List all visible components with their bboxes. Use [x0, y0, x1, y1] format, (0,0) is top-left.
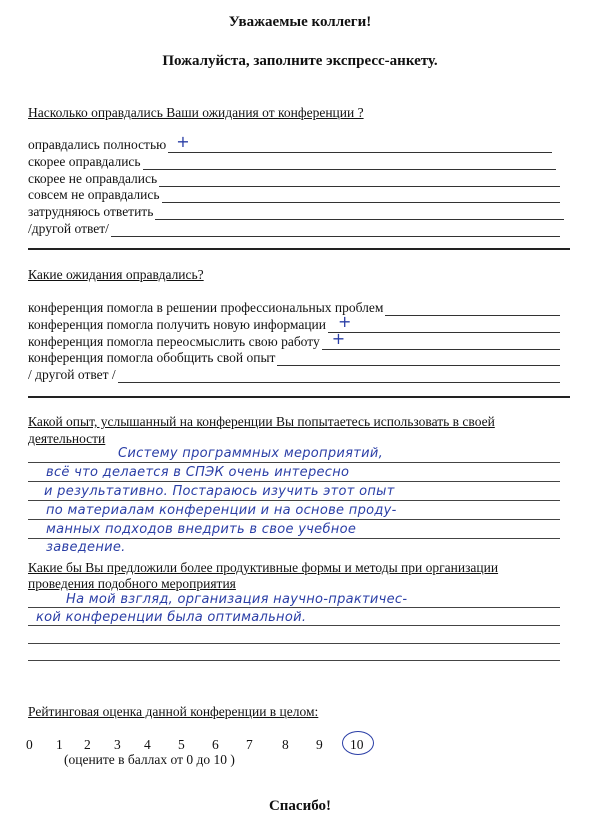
rating-value[interactable]: 5	[178, 737, 185, 752]
q1-question: Насколько оправдались Ваши ожидания от конференции ?	[28, 105, 364, 120]
answer-line[interactable]	[328, 312, 560, 333]
answer-line[interactable]	[168, 132, 552, 153]
answer-line[interactable]	[28, 462, 560, 463]
answer-line[interactable]	[28, 538, 560, 539]
answer-line[interactable]	[143, 157, 556, 170]
q1-option-rather-no[interactable]	[28, 171, 560, 187]
answer-line[interactable]	[155, 207, 564, 220]
answer-line[interactable]	[118, 370, 560, 383]
answer-line[interactable]	[28, 500, 560, 501]
handwritten-answer-line: заведение.	[46, 540, 126, 555]
thanks-text: Спасибо!	[268, 798, 332, 814]
q2-option-label: / другой ответ /	[28, 367, 116, 382]
q1-option-hard-to-say[interactable]	[28, 204, 564, 220]
rating-value[interactable]: 2	[84, 737, 91, 752]
q1-option-label: скорее не оправдались	[28, 171, 158, 186]
q2-option-generalize[interactable]	[28, 350, 560, 366]
q1-option-not-at-all[interactable]	[28, 187, 560, 203]
answer-line[interactable]	[28, 643, 560, 644]
q2-option-label: конференция помогла в решении профессиональных проблем	[28, 300, 384, 315]
answer-line[interactable]	[28, 519, 560, 520]
q1-option-fully[interactable]	[28, 132, 552, 153]
rating-value[interactable]: 0	[26, 737, 33, 752]
answer-line[interactable]	[162, 190, 560, 203]
q1-option-label: оправдались полностью	[28, 137, 167, 152]
answer-line[interactable]	[28, 660, 560, 661]
selected-rating-circle	[342, 731, 374, 755]
answer-line[interactable]	[277, 353, 560, 366]
answer-line[interactable]	[322, 329, 560, 350]
q2-option-label: конференция помогла обобщить свой опыт	[28, 350, 276, 365]
rating-value[interactable]: 3	[114, 737, 121, 752]
answer-line[interactable]	[28, 625, 560, 626]
q1-option-label: затрудняюсь ответить	[28, 204, 154, 219]
q2-question: Какие ожидания оправдались?	[28, 267, 204, 282]
answer-line[interactable]	[385, 303, 560, 316]
plus-mark: +	[176, 132, 190, 151]
rating-value[interactable]: 1	[56, 737, 63, 752]
q3-question-line1: Какой опыт, услышанный на конференции Вы попытаетесь использовать в своей	[28, 414, 495, 429]
q2-option-other[interactable]	[28, 367, 560, 383]
handwritten-answer-line: и результативно. Постараюсь изучить этот опыт	[44, 484, 395, 499]
q2-option-label: конференция помогла получить новую информации	[28, 317, 326, 332]
request-heading: Пожалуйста, заполните экспресс-анкету.	[162, 53, 438, 69]
handwritten-answer-line: по материалам конференции и на основе проду-	[46, 503, 397, 518]
handwritten-answer-line: На мой взгляд, организация научно-практичес-	[66, 592, 408, 607]
q1-option-label: /другой ответ/	[28, 221, 109, 236]
q1-option-other[interactable]	[28, 221, 560, 237]
plus-mark: +	[338, 312, 352, 331]
rating-hint: (оцените в баллах от 0 до 10 )	[64, 752, 235, 767]
handwritten-answer-line: манных подходов внедрить в свое учебное	[46, 522, 357, 537]
q1-option-label: совсем не оправдались	[28, 187, 160, 202]
answer-line[interactable]	[111, 224, 560, 237]
rating-value[interactable]: 7	[246, 737, 253, 752]
rating-value[interactable]: 6	[212, 737, 219, 752]
q2-option-new-info[interactable]	[28, 312, 560, 333]
handwritten-answer-line: кой конференции была оптимальной.	[36, 610, 307, 625]
rating-question: Рейтинговая оценка данной конференции в целом:	[28, 704, 319, 719]
section-divider	[28, 248, 570, 250]
plus-mark: +	[331, 329, 346, 348]
q2-option-label: конференция помогла переосмыслить свою работу	[28, 334, 320, 349]
q1-option-rather-yes[interactable]	[28, 154, 556, 170]
q1-option-label: скорее оправдались	[28, 154, 141, 169]
greeting-heading: Уважаемые коллеги!	[228, 14, 372, 30]
q3-question-line2: деятельности	[28, 431, 106, 446]
answer-line[interactable]	[28, 607, 560, 608]
q2-option-problems[interactable]	[28, 300, 560, 316]
q4-question-line2: проведения подобного мероприятия	[28, 576, 236, 591]
handwritten-answer-line: Систему программных мероприятий,	[118, 446, 384, 461]
q2-option-rethink[interactable]	[28, 329, 560, 350]
section-divider	[28, 396, 570, 398]
rating-value-selected[interactable]: 10	[350, 737, 364, 752]
q4-question-line1: Какие бы Вы предложили более продуктивные формы и методы при организации	[28, 560, 499, 575]
rating-value[interactable]: 8	[282, 737, 289, 752]
handwritten-answer-line: всё что делается в СПЭК очень интересно	[46, 465, 350, 480]
answer-line[interactable]	[28, 481, 560, 482]
answer-line[interactable]	[159, 174, 560, 187]
rating-value[interactable]: 9	[316, 737, 323, 752]
rating-value[interactable]: 4	[144, 737, 151, 752]
